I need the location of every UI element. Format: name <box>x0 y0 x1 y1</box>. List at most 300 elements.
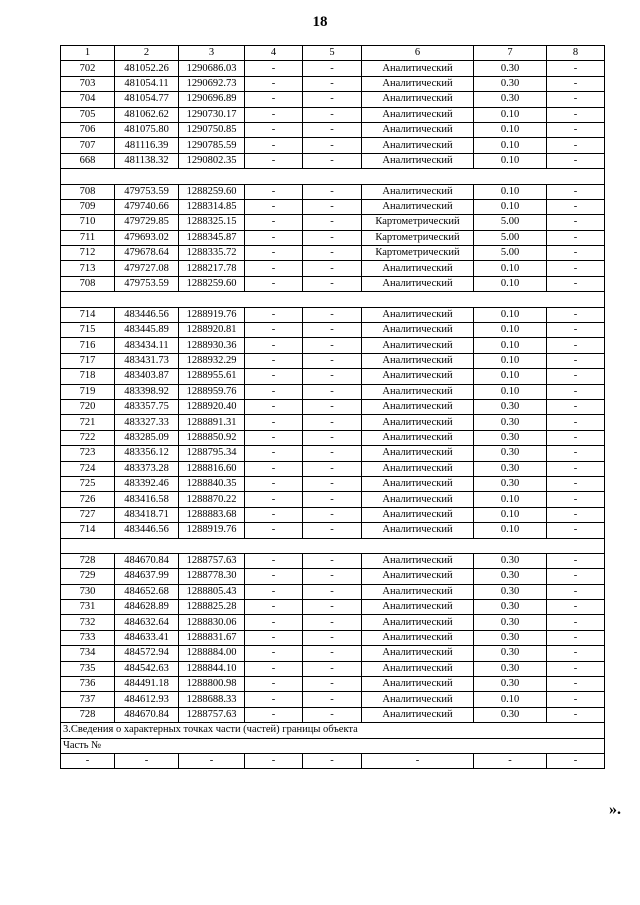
table-cell: - <box>547 415 605 430</box>
table-cell: 484612.93 <box>115 692 179 707</box>
table-cell: 718 <box>61 369 115 384</box>
table-row <box>61 692 605 707</box>
table-cell: 1288884.00 <box>179 646 245 661</box>
table-row <box>61 307 605 322</box>
table-cell: 5.00 <box>474 215 547 230</box>
table-cell: 0.30 <box>474 646 547 661</box>
table-cell: Аналитический <box>362 615 474 630</box>
table-cell: - <box>245 707 303 722</box>
table-cell: 733 <box>61 630 115 645</box>
table-cell: - <box>547 446 605 461</box>
table-cell: - <box>303 307 362 322</box>
table-cell: 729 <box>61 569 115 584</box>
table-cell: 481138.32 <box>115 153 179 168</box>
table-cell: 1288831.67 <box>179 630 245 645</box>
table-cell: - <box>303 338 362 353</box>
table-cell: 705 <box>61 107 115 122</box>
table-cell: 483418.71 <box>115 507 179 522</box>
table-cell: 1288883.68 <box>179 507 245 522</box>
table-cell: 481116.39 <box>115 138 179 153</box>
table-cell: - <box>547 276 605 291</box>
table-cell: - <box>547 122 605 137</box>
table-cell: - <box>547 92 605 107</box>
table-cell: 0.10 <box>474 692 547 707</box>
table-cell: 1288345.87 <box>179 230 245 245</box>
table-cell: - <box>245 138 303 153</box>
table-cell: - <box>547 307 605 322</box>
table-cell: Картометрический <box>362 215 474 230</box>
table-cell: - <box>245 507 303 522</box>
table-cell: 0.30 <box>474 430 547 445</box>
table-row <box>61 153 605 168</box>
table-row <box>61 600 605 615</box>
table-cell: 481075.80 <box>115 122 179 137</box>
table-cell: 735 <box>61 661 115 676</box>
table-cell: - <box>303 261 362 276</box>
table-row <box>61 184 605 199</box>
table-cell: - <box>303 753 362 768</box>
table-cell: - <box>61 753 115 768</box>
table-cell: 483285.09 <box>115 430 179 445</box>
table-cell: - <box>547 215 605 230</box>
table-cell: - <box>245 446 303 461</box>
table-cell: - <box>245 584 303 599</box>
table-row <box>61 507 605 522</box>
table-cell: - <box>245 646 303 661</box>
table-cell: - <box>245 92 303 107</box>
table-cell: 737 <box>61 692 115 707</box>
table-cell: - <box>115 753 179 768</box>
table-cell: 0.30 <box>474 399 547 414</box>
table-cell: - <box>245 230 303 245</box>
table-cell: 711 <box>61 230 115 245</box>
table-cell: Аналитический <box>362 646 474 661</box>
table-cell: 1288850.92 <box>179 430 245 445</box>
table-cell: - <box>303 569 362 584</box>
table-cell: 1288920.40 <box>179 399 245 414</box>
table-cell: 716 <box>61 338 115 353</box>
table-row <box>61 461 605 476</box>
table-cell: 1288688.33 <box>179 692 245 707</box>
table-cell: - <box>303 215 362 230</box>
table-cell: 0.30 <box>474 446 547 461</box>
table-cell: 6 <box>362 46 474 61</box>
table-cell: 5 <box>303 46 362 61</box>
table-cell: 1288757.63 <box>179 553 245 568</box>
table-cell: 720 <box>61 399 115 414</box>
table-cell: 0.10 <box>474 122 547 137</box>
table-cell: - <box>547 199 605 214</box>
table-row <box>61 661 605 676</box>
table-cell: - <box>245 246 303 261</box>
table-cell: Аналитический <box>362 492 474 507</box>
table-cell: - <box>547 338 605 353</box>
table-cell: - <box>303 707 362 722</box>
table-cell: 0.30 <box>474 76 547 91</box>
table-cell: 1288816.60 <box>179 461 245 476</box>
table-cell: 479727.08 <box>115 261 179 276</box>
table-cell: 479740.66 <box>115 199 179 214</box>
table-cell: 0.30 <box>474 707 547 722</box>
header-row <box>61 46 605 61</box>
table-cell: Аналитический <box>362 369 474 384</box>
table-cell: 728 <box>61 553 115 568</box>
table-cell: - <box>547 153 605 168</box>
table-cell: 1288870.22 <box>179 492 245 507</box>
table-row <box>61 584 605 599</box>
table-cell: - <box>303 92 362 107</box>
table-cell: - <box>245 76 303 91</box>
table-row <box>61 430 605 445</box>
table-cell: 721 <box>61 415 115 430</box>
table-cell: 726 <box>61 492 115 507</box>
table-cell: 0.10 <box>474 369 547 384</box>
table-cell: 0.10 <box>474 199 547 214</box>
table-cell: - <box>547 661 605 676</box>
table-cell: 483327.33 <box>115 415 179 430</box>
table-cell: - <box>547 553 605 568</box>
table-cell: 1290696.89 <box>179 92 245 107</box>
table-cell: - <box>245 261 303 276</box>
table-cell: - <box>245 600 303 615</box>
table-cell: - <box>245 369 303 384</box>
table-cell: 0.30 <box>474 415 547 430</box>
table-cell: - <box>303 384 362 399</box>
table-cell: 484632.64 <box>115 615 179 630</box>
table-cell: 0.10 <box>474 184 547 199</box>
table-cell: - <box>547 584 605 599</box>
page-number: 18 <box>312 14 328 30</box>
closing-quote: ». <box>609 801 621 818</box>
table-cell: 1288778.30 <box>179 569 245 584</box>
table-cell: 0.10 <box>474 523 547 538</box>
table-cell: Аналитический <box>362 446 474 461</box>
table-cell: 483445.89 <box>115 323 179 338</box>
table-cell: - <box>547 61 605 76</box>
table-cell: 0.30 <box>474 61 547 76</box>
table-cell: - <box>245 461 303 476</box>
table-cell: - <box>245 476 303 491</box>
table-cell: 1290785.59 <box>179 138 245 153</box>
table-row <box>61 276 605 291</box>
table-cell: - <box>547 677 605 692</box>
table-cell: 728 <box>61 707 115 722</box>
table-cell: - <box>303 661 362 676</box>
table-cell: - <box>547 461 605 476</box>
table-row <box>61 122 605 137</box>
table-cell: 483356.12 <box>115 446 179 461</box>
table-row <box>61 569 605 584</box>
table-cell: - <box>245 661 303 676</box>
table-cell: Аналитический <box>362 153 474 168</box>
table-cell: 484633.41 <box>115 630 179 645</box>
table-cell: 5.00 <box>474 246 547 261</box>
table-cell: 1290686.03 <box>179 61 245 76</box>
table-cell: 483403.87 <box>115 369 179 384</box>
table-cell: 708 <box>61 276 115 291</box>
table-cell: 481054.77 <box>115 92 179 107</box>
table-cell: 0.10 <box>474 307 547 322</box>
table-cell: - <box>245 276 303 291</box>
table-cell: Аналитический <box>362 553 474 568</box>
table-cell: 1288844.10 <box>179 661 245 676</box>
table-cell: - <box>547 184 605 199</box>
table-cell: - <box>245 384 303 399</box>
table-cell: Аналитический <box>362 138 474 153</box>
table-cell: - <box>547 261 605 276</box>
table-cell: 483416.58 <box>115 492 179 507</box>
table-cell: Аналитический <box>362 523 474 538</box>
section-title-row-text: 3.Сведения о характерных точках части (частей) границы объекта <box>61 723 605 738</box>
table-row <box>61 338 605 353</box>
table-cell: 668 <box>61 153 115 168</box>
table-cell: 0.30 <box>474 476 547 491</box>
part-number-row <box>61 738 605 753</box>
table-cell: 483373.28 <box>115 461 179 476</box>
table-cell: 0.10 <box>474 507 547 522</box>
table-row <box>61 215 605 230</box>
table-cell: - <box>303 323 362 338</box>
table-cell: 1290750.85 <box>179 122 245 137</box>
table-cell: Аналитический <box>362 107 474 122</box>
table-cell: 1288217.78 <box>179 261 245 276</box>
table-cell: - <box>547 753 605 768</box>
table-cell: - <box>303 630 362 645</box>
table-cell: - <box>303 353 362 368</box>
table-cell: 479753.59 <box>115 276 179 291</box>
table-cell: Аналитический <box>362 707 474 722</box>
table-cell: Аналитический <box>362 584 474 599</box>
table-cell: 0.30 <box>474 615 547 630</box>
table-cell: - <box>547 507 605 522</box>
separator-row <box>61 292 605 307</box>
table-cell: - <box>303 230 362 245</box>
table-cell: 706 <box>61 122 115 137</box>
table-cell: 0.10 <box>474 107 547 122</box>
table-cell: 0.30 <box>474 630 547 645</box>
table-cell: Аналитический <box>362 630 474 645</box>
table-cell: Аналитический <box>362 61 474 76</box>
table-cell: 1288959.76 <box>179 384 245 399</box>
table-cell: 736 <box>61 677 115 692</box>
table-cell: 1288919.76 <box>179 523 245 538</box>
boundary-points-table <box>60 45 605 769</box>
table-cell: - <box>245 323 303 338</box>
table-cell: 0.10 <box>474 138 547 153</box>
table-cell: - <box>547 615 605 630</box>
table-cell: - <box>547 230 605 245</box>
table-cell: - <box>303 507 362 522</box>
table-cell: - <box>547 353 605 368</box>
table-cell: 484542.63 <box>115 661 179 676</box>
table-cell: 1288930.36 <box>179 338 245 353</box>
table-cell: 5.00 <box>474 230 547 245</box>
table-cell: Аналитический <box>362 692 474 707</box>
table-cell: - <box>245 615 303 630</box>
table-row <box>61 353 605 368</box>
table-cell: 0.10 <box>474 323 547 338</box>
table-cell: Аналитический <box>362 661 474 676</box>
table-cell: - <box>303 600 362 615</box>
table-cell: 1288830.06 <box>179 615 245 630</box>
table-cell: 479729.85 <box>115 215 179 230</box>
table-cell: 724 <box>61 461 115 476</box>
table-cell: - <box>245 122 303 137</box>
table-cell: - <box>474 753 547 768</box>
table-cell: 714 <box>61 523 115 538</box>
table-cell: - <box>245 677 303 692</box>
table-cell: 0.10 <box>474 384 547 399</box>
table-cell: Аналитический <box>362 307 474 322</box>
table-cell: Аналитический <box>362 476 474 491</box>
table-cell: 483357.75 <box>115 399 179 414</box>
table-cell: 1288259.60 <box>179 276 245 291</box>
table-cell: - <box>303 492 362 507</box>
table-cell: 713 <box>61 261 115 276</box>
table-row <box>61 138 605 153</box>
table-cell: - <box>547 630 605 645</box>
table-row <box>61 646 605 661</box>
table-cell: 484491.18 <box>115 677 179 692</box>
table-cell: 484628.89 <box>115 600 179 615</box>
table-cell: - <box>245 61 303 76</box>
table-cell: - <box>245 307 303 322</box>
table-cell: 1288919.76 <box>179 307 245 322</box>
table-cell: 1288920.81 <box>179 323 245 338</box>
table-row <box>61 630 605 645</box>
table-cell: - <box>245 553 303 568</box>
table-cell: Аналитический <box>362 76 474 91</box>
table-cell: 1288805.43 <box>179 584 245 599</box>
table-cell: 481062.62 <box>115 107 179 122</box>
table-cell: 703 <box>61 76 115 91</box>
table-cell: Картометрический <box>362 246 474 261</box>
table-row <box>61 415 605 430</box>
table-row <box>61 753 605 768</box>
table-cell: 710 <box>61 215 115 230</box>
table-cell: - <box>303 61 362 76</box>
table-cell: - <box>303 553 362 568</box>
table-cell: 484670.84 <box>115 553 179 568</box>
table-cell: 723 <box>61 446 115 461</box>
table-cell: - <box>303 184 362 199</box>
table-cell: Аналитический <box>362 430 474 445</box>
table-cell: 484637.99 <box>115 569 179 584</box>
table-cell: 719 <box>61 384 115 399</box>
table-cell: - <box>547 430 605 445</box>
table-cell: - <box>303 76 362 91</box>
table-cell: - <box>547 569 605 584</box>
table-cell: 0.10 <box>474 338 547 353</box>
table-cell: 0.30 <box>474 461 547 476</box>
table-row <box>61 246 605 261</box>
table-cell: 0.10 <box>474 492 547 507</box>
table-cell: - <box>547 323 605 338</box>
table-cell: 483434.11 <box>115 338 179 353</box>
table-row <box>61 446 605 461</box>
table-row <box>61 615 605 630</box>
table-cell: 0.30 <box>474 553 547 568</box>
table-cell: 717 <box>61 353 115 368</box>
table-row <box>61 384 605 399</box>
table-cell: 709 <box>61 199 115 214</box>
table-row <box>61 76 605 91</box>
table-cell: 1290802.35 <box>179 153 245 168</box>
table-cell: - <box>245 569 303 584</box>
table-row <box>61 553 605 568</box>
table-cell: Аналитический <box>362 261 474 276</box>
table-cell: - <box>303 369 362 384</box>
table-cell: 702 <box>61 61 115 76</box>
table-cell: Аналитический <box>362 600 474 615</box>
table-cell: 725 <box>61 476 115 491</box>
table-cell: 479753.59 <box>115 184 179 199</box>
table-cell: - <box>245 753 303 768</box>
table-cell: 8 <box>547 46 605 61</box>
table-cell: - <box>303 153 362 168</box>
table-row <box>61 61 605 76</box>
table-row <box>61 92 605 107</box>
table-cell: 1288955.61 <box>179 369 245 384</box>
table-cell: - <box>245 492 303 507</box>
table-cell: - <box>303 584 362 599</box>
table-cell: - <box>303 107 362 122</box>
table-cell: 1290692.73 <box>179 76 245 91</box>
table-cell: - <box>303 446 362 461</box>
table-row <box>61 199 605 214</box>
table-cell: Аналитический <box>362 569 474 584</box>
table-cell: 483446.56 <box>115 307 179 322</box>
table-cell: 0.30 <box>474 569 547 584</box>
table-cell: 1288795.34 <box>179 446 245 461</box>
table-cell: 0.30 <box>474 677 547 692</box>
table-cell: 483392.46 <box>115 476 179 491</box>
table-cell: 481054.11 <box>115 76 179 91</box>
table-cell: 1288325.15 <box>179 215 245 230</box>
table-cell: - <box>303 199 362 214</box>
table-cell: 1288932.29 <box>179 353 245 368</box>
table-cell: Аналитический <box>362 353 474 368</box>
table-cell: - <box>547 246 605 261</box>
table-row <box>61 677 605 692</box>
table-cell: 7 <box>474 46 547 61</box>
table-cell: 483431.73 <box>115 353 179 368</box>
table-cell: 0.30 <box>474 600 547 615</box>
table-cell: Аналитический <box>362 677 474 692</box>
table-cell: - <box>303 476 362 491</box>
table-cell: Аналитический <box>362 199 474 214</box>
table-cell: - <box>547 76 605 91</box>
table-cell: Аналитический <box>362 415 474 430</box>
table-cell: - <box>245 107 303 122</box>
table-row <box>61 107 605 122</box>
table-cell: 1288314.85 <box>179 199 245 214</box>
table-cell: 0.10 <box>474 353 547 368</box>
table-cell: - <box>245 415 303 430</box>
table-cell: 3 <box>179 46 245 61</box>
table-cell: - <box>547 476 605 491</box>
table-cell: Аналитический <box>362 276 474 291</box>
table-cell: - <box>303 523 362 538</box>
table-cell: - <box>245 630 303 645</box>
table-cell: 479693.02 <box>115 230 179 245</box>
separator-row <box>61 169 605 184</box>
table-cell: 1290730.17 <box>179 107 245 122</box>
table-cell: - <box>547 384 605 399</box>
table-row <box>61 523 605 538</box>
table-cell: 704 <box>61 92 115 107</box>
table-cell: 0.30 <box>474 584 547 599</box>
